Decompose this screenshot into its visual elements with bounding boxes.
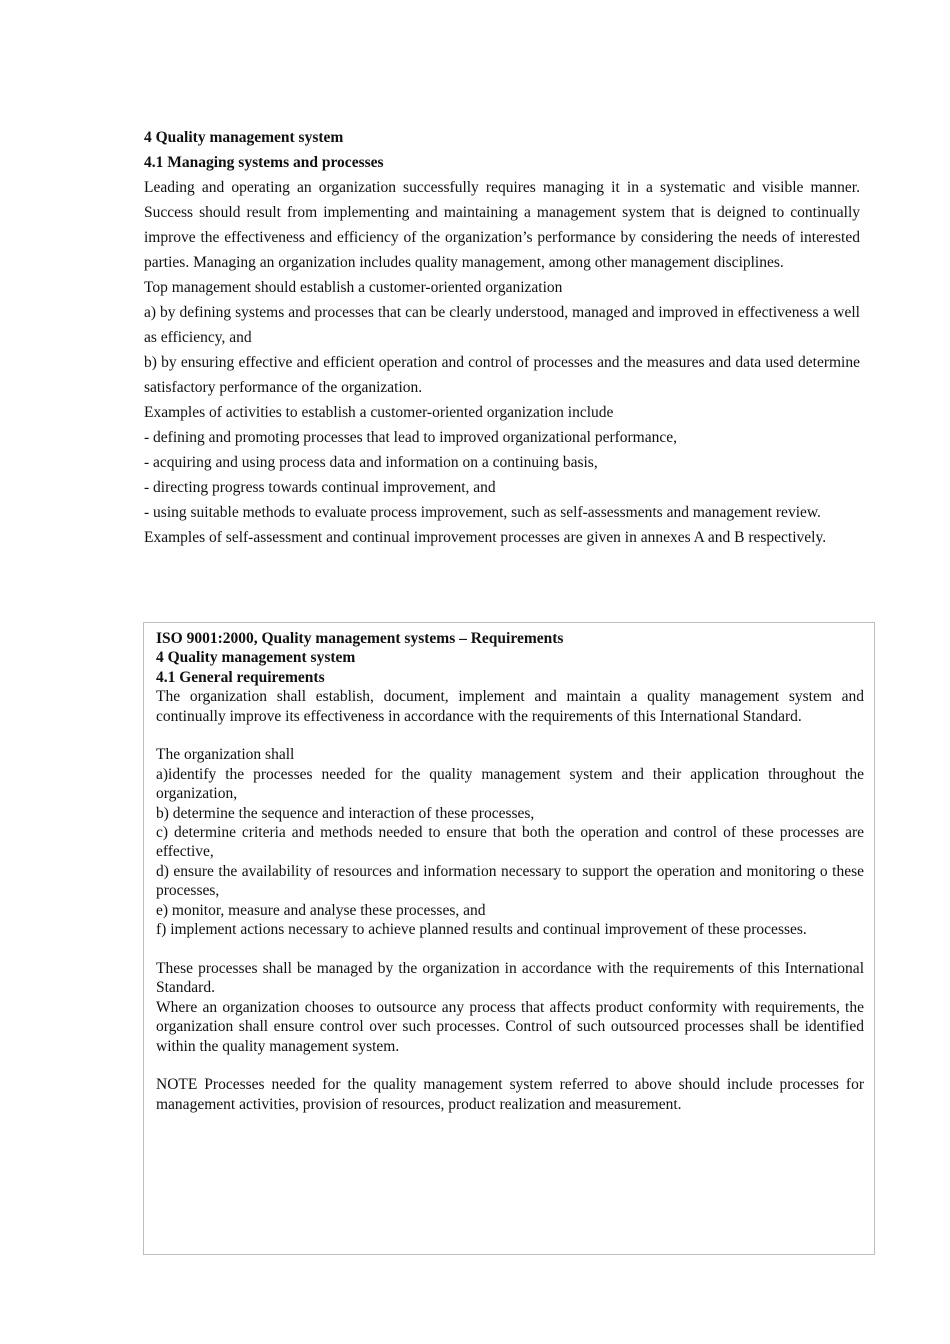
paragraph: Top management should establish a customer-oriented organization bbox=[144, 279, 563, 296]
box-list-item: a)identify the processes needed for the quality management system and their application throughout the organization, bbox=[156, 765, 864, 803]
spacer bbox=[156, 1056, 864, 1075]
box-list-item: d) ensure the availability of resources and information necessary to support the operation and monitoring o these processes, bbox=[156, 862, 864, 900]
box-list-item: c) determine criteria and methods needed to ensure that both the operation and control of these processes are effective, bbox=[156, 824, 864, 861]
guidance-text bbox=[144, 125, 860, 550]
paragraph: Examples of self-assessment and continual improvement processes are given in annexes A and B respectively. bbox=[144, 529, 827, 546]
box-paragraph: The organization shall bbox=[156, 746, 295, 764]
list-item: - directing progress towards continual improvement, and bbox=[144, 479, 496, 496]
box-section-title: 4 Quality management system bbox=[156, 649, 356, 667]
box-title: ISO 9001:2000, Quality management systems – Requirements bbox=[156, 630, 564, 647]
box-note: NOTE Processes needed for the quality management system referred to above should include processes for management activities, provision of resources, product realization and measurement. bbox=[156, 1076, 864, 1113]
box-paragraph: Where an organization chooses to outsource any process that affects product conformity with requirements, the organization shall ensure control over such processes. Control of such outsourced processes shall be identified within the quality management system. bbox=[156, 998, 864, 1055]
section-title: 4 Quality management system bbox=[144, 129, 344, 146]
list-item: a) by defining systems and processes that can be clearly understood, managed and improved in effectiveness a well as efficiency, and bbox=[144, 304, 860, 346]
box-list-item: b) determine the sequence and interaction of these processes, bbox=[156, 804, 535, 822]
paragraph: Examples of activities to establish a customer-oriented organization include bbox=[144, 404, 614, 421]
list-item: b) by ensuring effective and efficient operation and control of processes and the measures and data used determine satisfactory performance of the organization. bbox=[144, 354, 860, 396]
box-list-item: e) monitor, measure and analyse these processes, and bbox=[156, 901, 486, 919]
box-subsection-title: 4.1 General requirements bbox=[156, 668, 325, 686]
box-paragraph: The organization shall establish, document, implement and maintain a quality management system and continually improve its effectiveness in accordance with the requirements of this International Standard. bbox=[156, 688, 864, 725]
box-list-item: f) implement actions necessary to achieve planned results and continual improvement of these processes. bbox=[156, 921, 807, 939]
list-item: - defining and promoting processes that lead to improved organizational performance, bbox=[144, 429, 678, 446]
paragraph: Leading and operating an organization successfully requires managing it in a systematic and visible manner. Success should result from implementing and maintaining a management system that is deigned to continually improve the effectiveness and efficiency of the organization’s performance by considering the needs of interested parties. Managing an organization includes quality management, among other management disciplines. bbox=[144, 179, 860, 271]
list-item: - using suitable methods to evaluate process improvement, such as self-assessments and management review. bbox=[144, 504, 821, 521]
spacer bbox=[156, 726, 864, 745]
list-item: - acquiring and using process data and information on a continuing basis, bbox=[144, 454, 598, 471]
iso-requirements-content bbox=[156, 629, 864, 1114]
iso-requirements-box bbox=[143, 622, 875, 1255]
spacer bbox=[156, 939, 864, 958]
subsection-title: 4.1 Managing systems and processes bbox=[144, 154, 384, 171]
box-paragraph: These processes shall be managed by the organization in accordance with the requirements of this International Standard. bbox=[156, 959, 864, 997]
